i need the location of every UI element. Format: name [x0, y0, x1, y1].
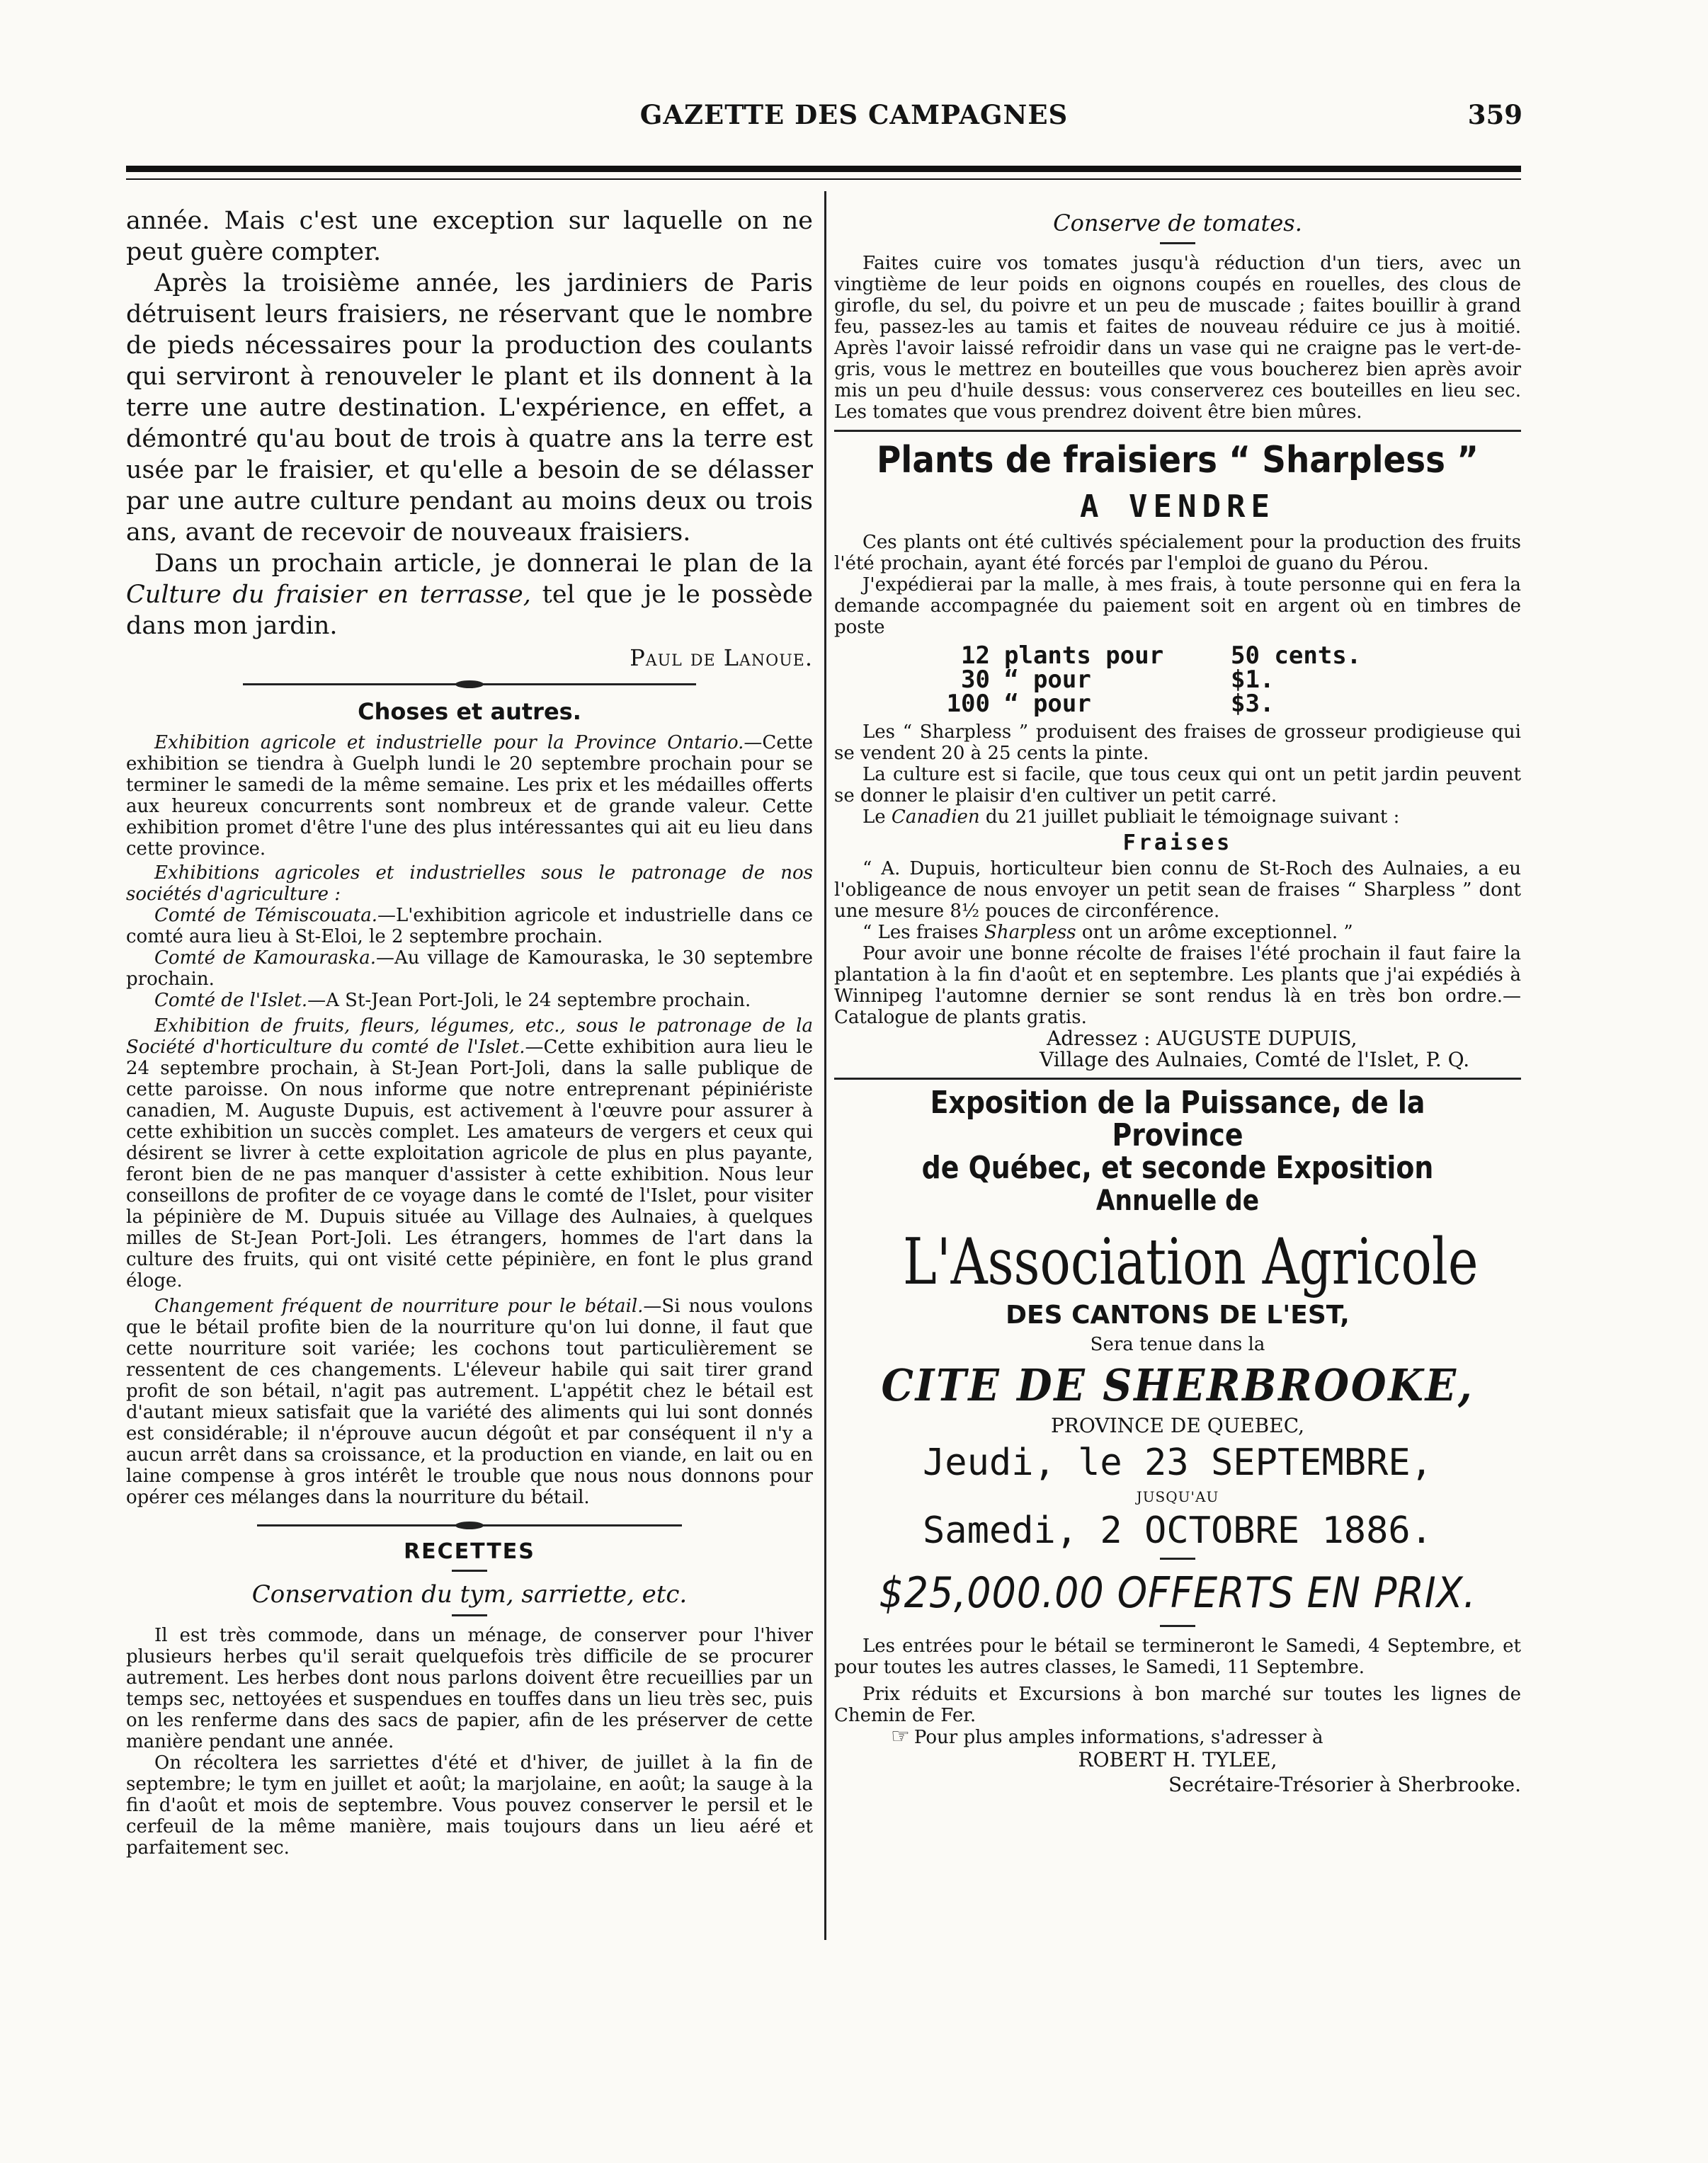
- header-rule-thick: [126, 166, 1521, 172]
- prize-amount: $25,000.00 OFFERTS EN PRIX.: [879, 1568, 1476, 1618]
- choses-heading: Choses et autres.: [358, 698, 581, 725]
- fraisier-paragraph-1: année. Mais c'est une exception sur laquelle on ne peut guère compter.: [126, 207, 813, 266]
- price-text: plants pour: [1004, 641, 1164, 670]
- temiscouata-item: [126, 905, 813, 947]
- kamouraska-item: [126, 947, 813, 990]
- left-column: [126, 205, 813, 1859]
- ontario-body: —Cette exhibition se tiendra à Guelph lundi le 20 septembre prochain pour se terminer le samedi de la même semaine. Les prix et les médailles offerts aux heureux concurrents sont nombreux et de grande valeur. Cette exhibition promet d'être l'une des plus intéressantes qui ait eu lieu dans cette province.: [126, 732, 813, 860]
- contact-name: ROBERT H. TYLEE,: [1078, 1748, 1277, 1771]
- ornament-divider: [243, 677, 696, 692]
- price-amount: $3.: [1231, 690, 1275, 718]
- address-line-1: Adressez : AUGUSTE DUPUIS,: [1047, 1027, 1357, 1050]
- para3-italic: Culture du fraisier en terrasse,: [126, 581, 531, 609]
- fruits-item: [126, 1015, 813, 1291]
- temiscouata-lead: Comté de Témiscouata.: [154, 905, 378, 926]
- start-date: Jeudi, le 23 SEPTEMBRE,: [922, 1442, 1433, 1484]
- nourriture-lead: Changement fréquent de nourriture pour le bétail.: [154, 1296, 644, 1317]
- short-rule-2: [452, 1614, 487, 1616]
- sera-tenue: Sera tenue dans la: [1090, 1334, 1265, 1355]
- islet-lead: Comté de l'Islet.: [154, 990, 308, 1011]
- fraisier-paragraph-2: Après la troisième année, les jardiniers de Paris détruisent leurs fraisiers, ne réservant que le nombre de pieds nécessaires pour la production des coulants qui serviront à renouveler le plant et ils donnent à la terre une autre destination. L'expérience, en effet, a démontré qu'au bout de trois à quatre ans la terre est usée par le fraisier, et qu'elle a besoin de se délasser par une autre culture pendant au moins deux ou trois ans, avant de recevoir de nouveaux fraisiers.: [126, 269, 813, 547]
- quote-1: “ A. Dupuis, horticulteur bien connu de St-Roch des Aulnaies, a eu l'obligeance de nous envoyer un petit sean de fraises “ Sharpless ” dont une mesure 8½ pouces de circonférence.: [834, 858, 1521, 922]
- running-title: GAZETTE DES CAMPAGNES: [639, 99, 1069, 130]
- short-rule-5: [1160, 1625, 1195, 1627]
- right-column: [834, 205, 1521, 1796]
- nourriture-item: [126, 1296, 813, 1508]
- price-amount: 50 cents.: [1231, 641, 1362, 670]
- ontario-lead: Exhibition agricole et industrielle pour la Province Ontario.: [154, 732, 744, 753]
- page-number: 359: [1467, 99, 1522, 130]
- tomates-paragraph: Faites cuire vos tomates jusqu'à réduction d'un tiers, avec un vingtième de leur poids en oignons coupés en rouelles, des clous de girofle, du sel, du poivre et un peu de muscade ; faites bouillir à grand feu, passez-les au tamis et faites de nouveau réduire ce jus à moitié. Après l'avoir laissé refroidir dans un vase qui ne craigne pas le vert-de-gris, vous le mettrez en bouteilles que vous boucherez bien après avoir mis un peu d'huile dessus: vous conserverez ces bouteilles en lieu sec. Les tomates que vous prendrez doivent être bien mûres.: [834, 253, 1521, 423]
- fruits-lead: Exhibition de fruits, fleurs, légumes, etc., sous le patronage de la Société d'horticulture du comté de l'Islet.: [126, 1015, 813, 1058]
- price-row: [912, 692, 1521, 716]
- plants-paragraph-4: La culture est si facile, que tous ceux qui ont un petit jardin peuvent se donner le plaisir d'en cultiver un petit carré.: [834, 764, 1521, 806]
- para3-text-a: Dans un prochain article, je donnerai le plan de la: [154, 549, 813, 578]
- quote2-text-a: “ Les fraises: [862, 922, 979, 943]
- page-header: [0, 99, 1708, 149]
- nourriture-body: —Si nous voulons que le bétail profite bien de la nourriture qu'on lui donne, il faut que cette nourriture soit variée; les cochons tout particulièrement se ressentent de ces changements. L'éleveur habile qui sait tirer grand profit de son bétail, n'agit pas autrement. L'appétit chez le bétail est d'autant mieux satisfait que la variété des aliments qui lui sont donnés est considérable; il n'éprouve aucun dégoût et par conséquent il n'y a aucun arrêt dans sa croissance, et la production en viande, en lait ou en laine compense à gros intérêt le trouble que nous nous donnons pour opérer ces mélanges dans la nourriture du bétail.: [126, 1296, 813, 1508]
- price-list: [912, 641, 1521, 718]
- price-qty: 100: [946, 690, 990, 718]
- conservation-heading: Conservation du tym, sarriette, etc.: [251, 1580, 688, 1609]
- expo-heading-1: Exposition de la Puissance, de la Province: [930, 1085, 1425, 1153]
- excursions-paragraph: Prix réduits et Excursions à bon marché sur toutes les lignes de Chemin de Fer.: [834, 1684, 1521, 1726]
- price-text: “ pour: [1004, 690, 1091, 718]
- kamouraska-lead: Comté de Kamouraska.: [154, 947, 376, 969]
- short-rule: [452, 1570, 487, 1572]
- quote2-italic: Sharpless: [984, 922, 1076, 943]
- column-divider: [824, 191, 826, 1940]
- recettes-heading: RECETTES: [404, 1539, 535, 1564]
- quote-2: [834, 922, 1521, 943]
- price-qty: 12: [961, 641, 990, 670]
- quote2-text-b: ont un arôme exceptionnel. ”: [1081, 922, 1353, 943]
- province-line: PROVINCE DE QUEBEC,: [1050, 1414, 1305, 1437]
- recettes-paragraph-1: Il est très commode, dans un ménage, de conserver pour l'hiver plusieurs herbes qu'il serait quelquefois très difficile de se procurer autrement. Les herbes dont nous parlons doivent être recueillies par un temps sec, nettoyées et suspendues en touffes dans un lieu très sec, puis on les renferme dans des sacs de papier, afin de les préserver de cette manière pendant une année.: [126, 1625, 813, 1752]
- contact-role: Secrétaire-Trésorier à Sherbrooke.: [1168, 1773, 1521, 1796]
- plants-paragraph-2: J'expédierai par la malle, à mes frais, à toute personne qui en fera la demande accompagnée du paiement soit en argent où en timbres de poste: [834, 574, 1521, 638]
- cite-heading: CITE DE SHERBROOKE,: [881, 1359, 1474, 1411]
- entrees-paragraph: Les entrées pour le bétail se termineront le Samedi, 4 Septembre, et pour toutes les autres classes, le Samedi, 11 Septembre.: [834, 1636, 1521, 1678]
- plants-paragraph-5: [834, 806, 1521, 828]
- ontario-item: [126, 732, 813, 860]
- patronage-lead: Exhibitions agricoles et industrielles sous le patronage de nos sociétés d'agriculture :: [126, 862, 813, 905]
- info-line: [834, 1726, 1521, 1748]
- jusqu-au: JUSQU'AU: [1136, 1488, 1219, 1505]
- address-line-2: Village des Aulnaies, Comté de l'Islet, P. Q.: [1040, 1048, 1470, 1071]
- info-text: Pour plus amples informations, s'adresser à: [913, 1727, 1323, 1748]
- islet-item: [126, 990, 813, 1011]
- short-rule-3: [1160, 242, 1195, 244]
- price-text: “ pour: [1004, 666, 1091, 694]
- plants-paragraph-6: Pour avoir une bonne récolte de fraises l'été prochain il faut faire la plantation à la fin d'août et en septembre. Les plants que j'ai expédiés à Winnipeg l'automne dernier se sont rendus là en très bon ordre.—Catalogue de plants gratis.: [834, 943, 1521, 1028]
- price-row: [912, 641, 1521, 670]
- plants-paragraph-3: Les “ Sharpless ” produisent des fraises de grosseur prodigieuse qui se vendent 20 à 25 cents la pinte.: [834, 721, 1521, 764]
- price-qty: 30: [961, 666, 990, 694]
- fruits-body: —Cette exhibition aura lieu le 24 septembre prochain, à St-Jean Port-Joli, dans la salle publique de cette paroisse. On nous informe que notre entreprenant pépiniériste canadien, M. Auguste Dupuis, est activement à l'œuvre pour assurer à cette exhibition un succès complet. Les amateurs de vergers et ceux qui désirent se livrer à cette exploitation agricole de plus en plus payante, feront bien de ne pas manquer d'assister à cette exhibition. Nous leur conseillons de profiter de ce voyage dans le comté de l'Islet, pour visiter la pépinière de M. Dupuis située au Village des Aulnaies, à quelques milles de St-Jean Port-Joli. Les étrangers, hommes de l'art dans la culture des fruits, qui ont visité cette pépinière, en font le plus grand éloge.: [126, 1037, 814, 1291]
- association-title: L'Association Agricole: [903, 1225, 1479, 1299]
- end-date: Samedi, 2 OCTOBRE 1886.: [922, 1509, 1433, 1552]
- price-amount: $1.: [1231, 666, 1275, 694]
- recettes-paragraph-2: On récoltera les sarriettes d'été et d'hiver, de juillet à la fin de septembre; le tym en juillet et août; la marjolaine, en août; la sauge à la fin d'août et mois de septembre. Vous pouvez conserver le persil et le cerfeuil de la même manière, mais toujours dans un lieu aéré et parfaitement sec.: [126, 1752, 813, 1859]
- p5-italic: Canadien: [891, 806, 980, 828]
- p5-text-a: Le: [862, 806, 886, 828]
- pointing-hand-icon: ☞: [891, 1724, 910, 1749]
- ornament-divider-2: [257, 1518, 682, 1534]
- fraisier-paragraph-3: [126, 548, 813, 641]
- fraises-heading: Fraises: [1122, 831, 1233, 855]
- header-rule-thin: [126, 178, 1521, 180]
- plants-ad-title: Plants de fraisiers “ Sharpless ”: [876, 439, 1479, 481]
- temiscouata-body: —L'exhibition agricole et industrielle dans ce comté aura lieu à St-Eloi, le 2 septembre prochain.: [126, 905, 813, 947]
- para3-text-b: tel que je le possède dans mon jardin.: [126, 581, 813, 640]
- tomates-heading: Conserve de tomates.: [1053, 210, 1302, 236]
- expo-heading-3: Annuelle de: [1095, 1185, 1260, 1217]
- islet-body: —A St-Jean Port-Joli, le 24 septembre prochain.: [307, 990, 751, 1011]
- patronage-item: [126, 862, 813, 905]
- cantons-heading: DES CANTONS DE L'EST,: [1006, 1301, 1350, 1330]
- author-signature: Paul de Lanoue.: [630, 644, 813, 671]
- price-row: [912, 668, 1521, 692]
- ad-divider-1: [834, 430, 1521, 432]
- short-rule-4: [1160, 1558, 1195, 1560]
- kamouraska-body: —Au village de Kamouraska, le 30 septembre prochain.: [126, 947, 813, 990]
- expo-heading-2: de Québec, et seconde Exposition: [921, 1150, 1434, 1186]
- plants-paragraph-1: Ces plants ont été cultivés spécialement pour la production des fruits l'été prochain, ayant été forcés par l'emploi de guano du Pérou.: [834, 532, 1521, 574]
- p5-text-b: du 21 juillet publiait le témoignage suivant :: [985, 806, 1400, 828]
- ad-divider-2: [834, 1078, 1521, 1080]
- a-vendre-heading: A VENDRE: [1080, 489, 1275, 525]
